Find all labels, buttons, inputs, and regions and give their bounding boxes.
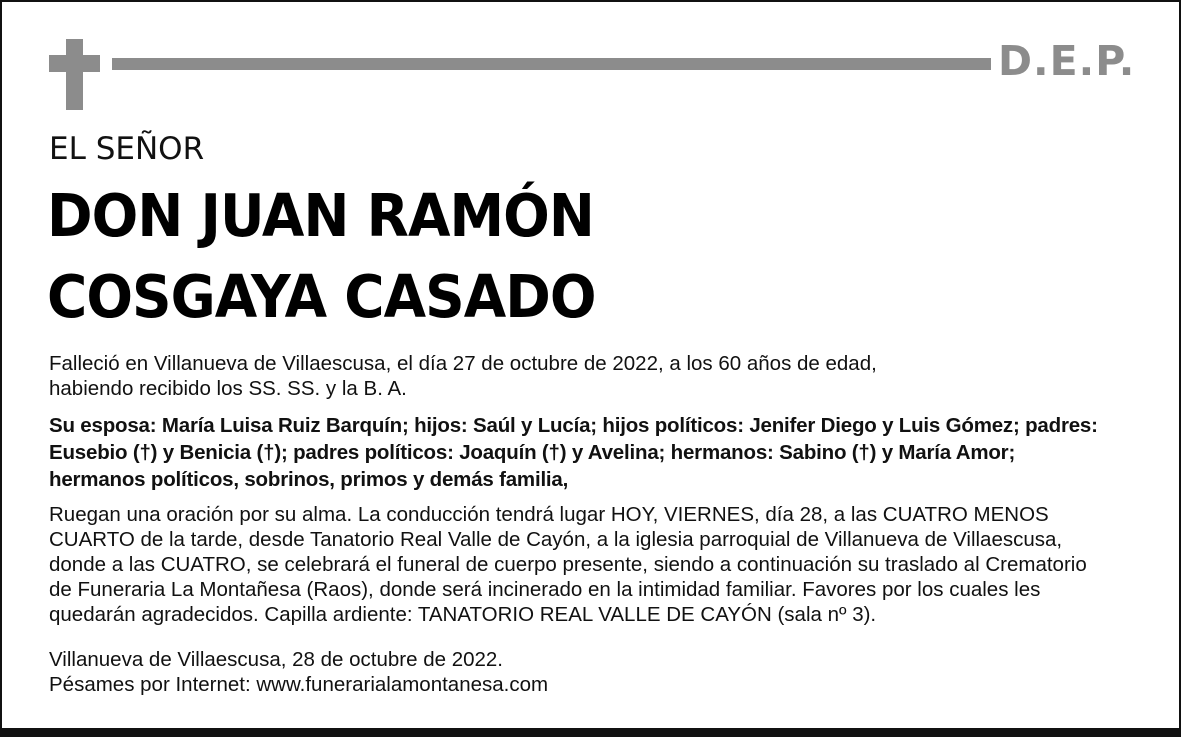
header-divider [112, 58, 991, 70]
family-line: Eusebio (†) y Benicia (†); padres políticos: Joaquín (†) y Avelina; hermanos: Sabino (†) y María Amor; [49, 441, 1016, 464]
dep-mark: D.E.P. [998, 37, 1136, 85]
family-line: hermanos políticos, sobrinos, primos y demás familia, [49, 468, 569, 491]
death-notice [49, 351, 1139, 401]
ceremony-line: CUARTO de la tarde, desde Tanatorio Real Valle de Cayón, a la iglesia parroquial de Villanueva de Villaescusa, [49, 528, 1063, 551]
ceremony-details [49, 502, 1139, 627]
ceremony-line: quedarán agradecidos. Capilla ardiente: TANATORIO REAL VALLE DE CAYÓN (sala nº 3). [49, 603, 877, 626]
cross-icon-arm [49, 55, 100, 72]
place-date: Villanueva de Villaescusa, 28 de octubre de 2022. [49, 648, 503, 671]
footer [49, 647, 1139, 697]
ceremony-line: de Funeraria La Montañesa (Raos), donde será incinerado en la intimidad familiar. Favores por los cuales les [49, 578, 1041, 601]
death-notice-line: habiendo recibido los SS. SS. y la B. A. [49, 377, 407, 400]
ceremony-line: Ruegan una oración por su alma. La conducción tendrá lugar HOY, VIERNES, día 28, a las CUATRO MENOS [49, 503, 1049, 526]
deceased-name-line-2: COSGAYA CASADO [47, 262, 596, 331]
ceremony-line: donde a las CUATRO, se celebrará el funeral de cuerpo presente, siendo a continuación su traslado al Crematorio [49, 553, 1087, 576]
family-list [49, 412, 1139, 493]
condolences-link: Pésames por Internet: www.funerarialamontanesa.com [49, 673, 549, 696]
family-line: Su esposa: María Luisa Ruiz Barquín; hijos: Saúl y Lucía; hijos políticos: Jenifer Diego y Luis Gómez; padres: [49, 414, 1098, 437]
death-notice-line: Falleció en Villanueva de Villaescusa, el día 27 de octubre de 2022, a los 60 años de edad, [49, 352, 877, 375]
title-prefix: EL SEÑOR [49, 131, 205, 167]
cross-icon [66, 39, 83, 110]
deceased-name-line-1: DON JUAN RAMÓN [47, 181, 594, 250]
